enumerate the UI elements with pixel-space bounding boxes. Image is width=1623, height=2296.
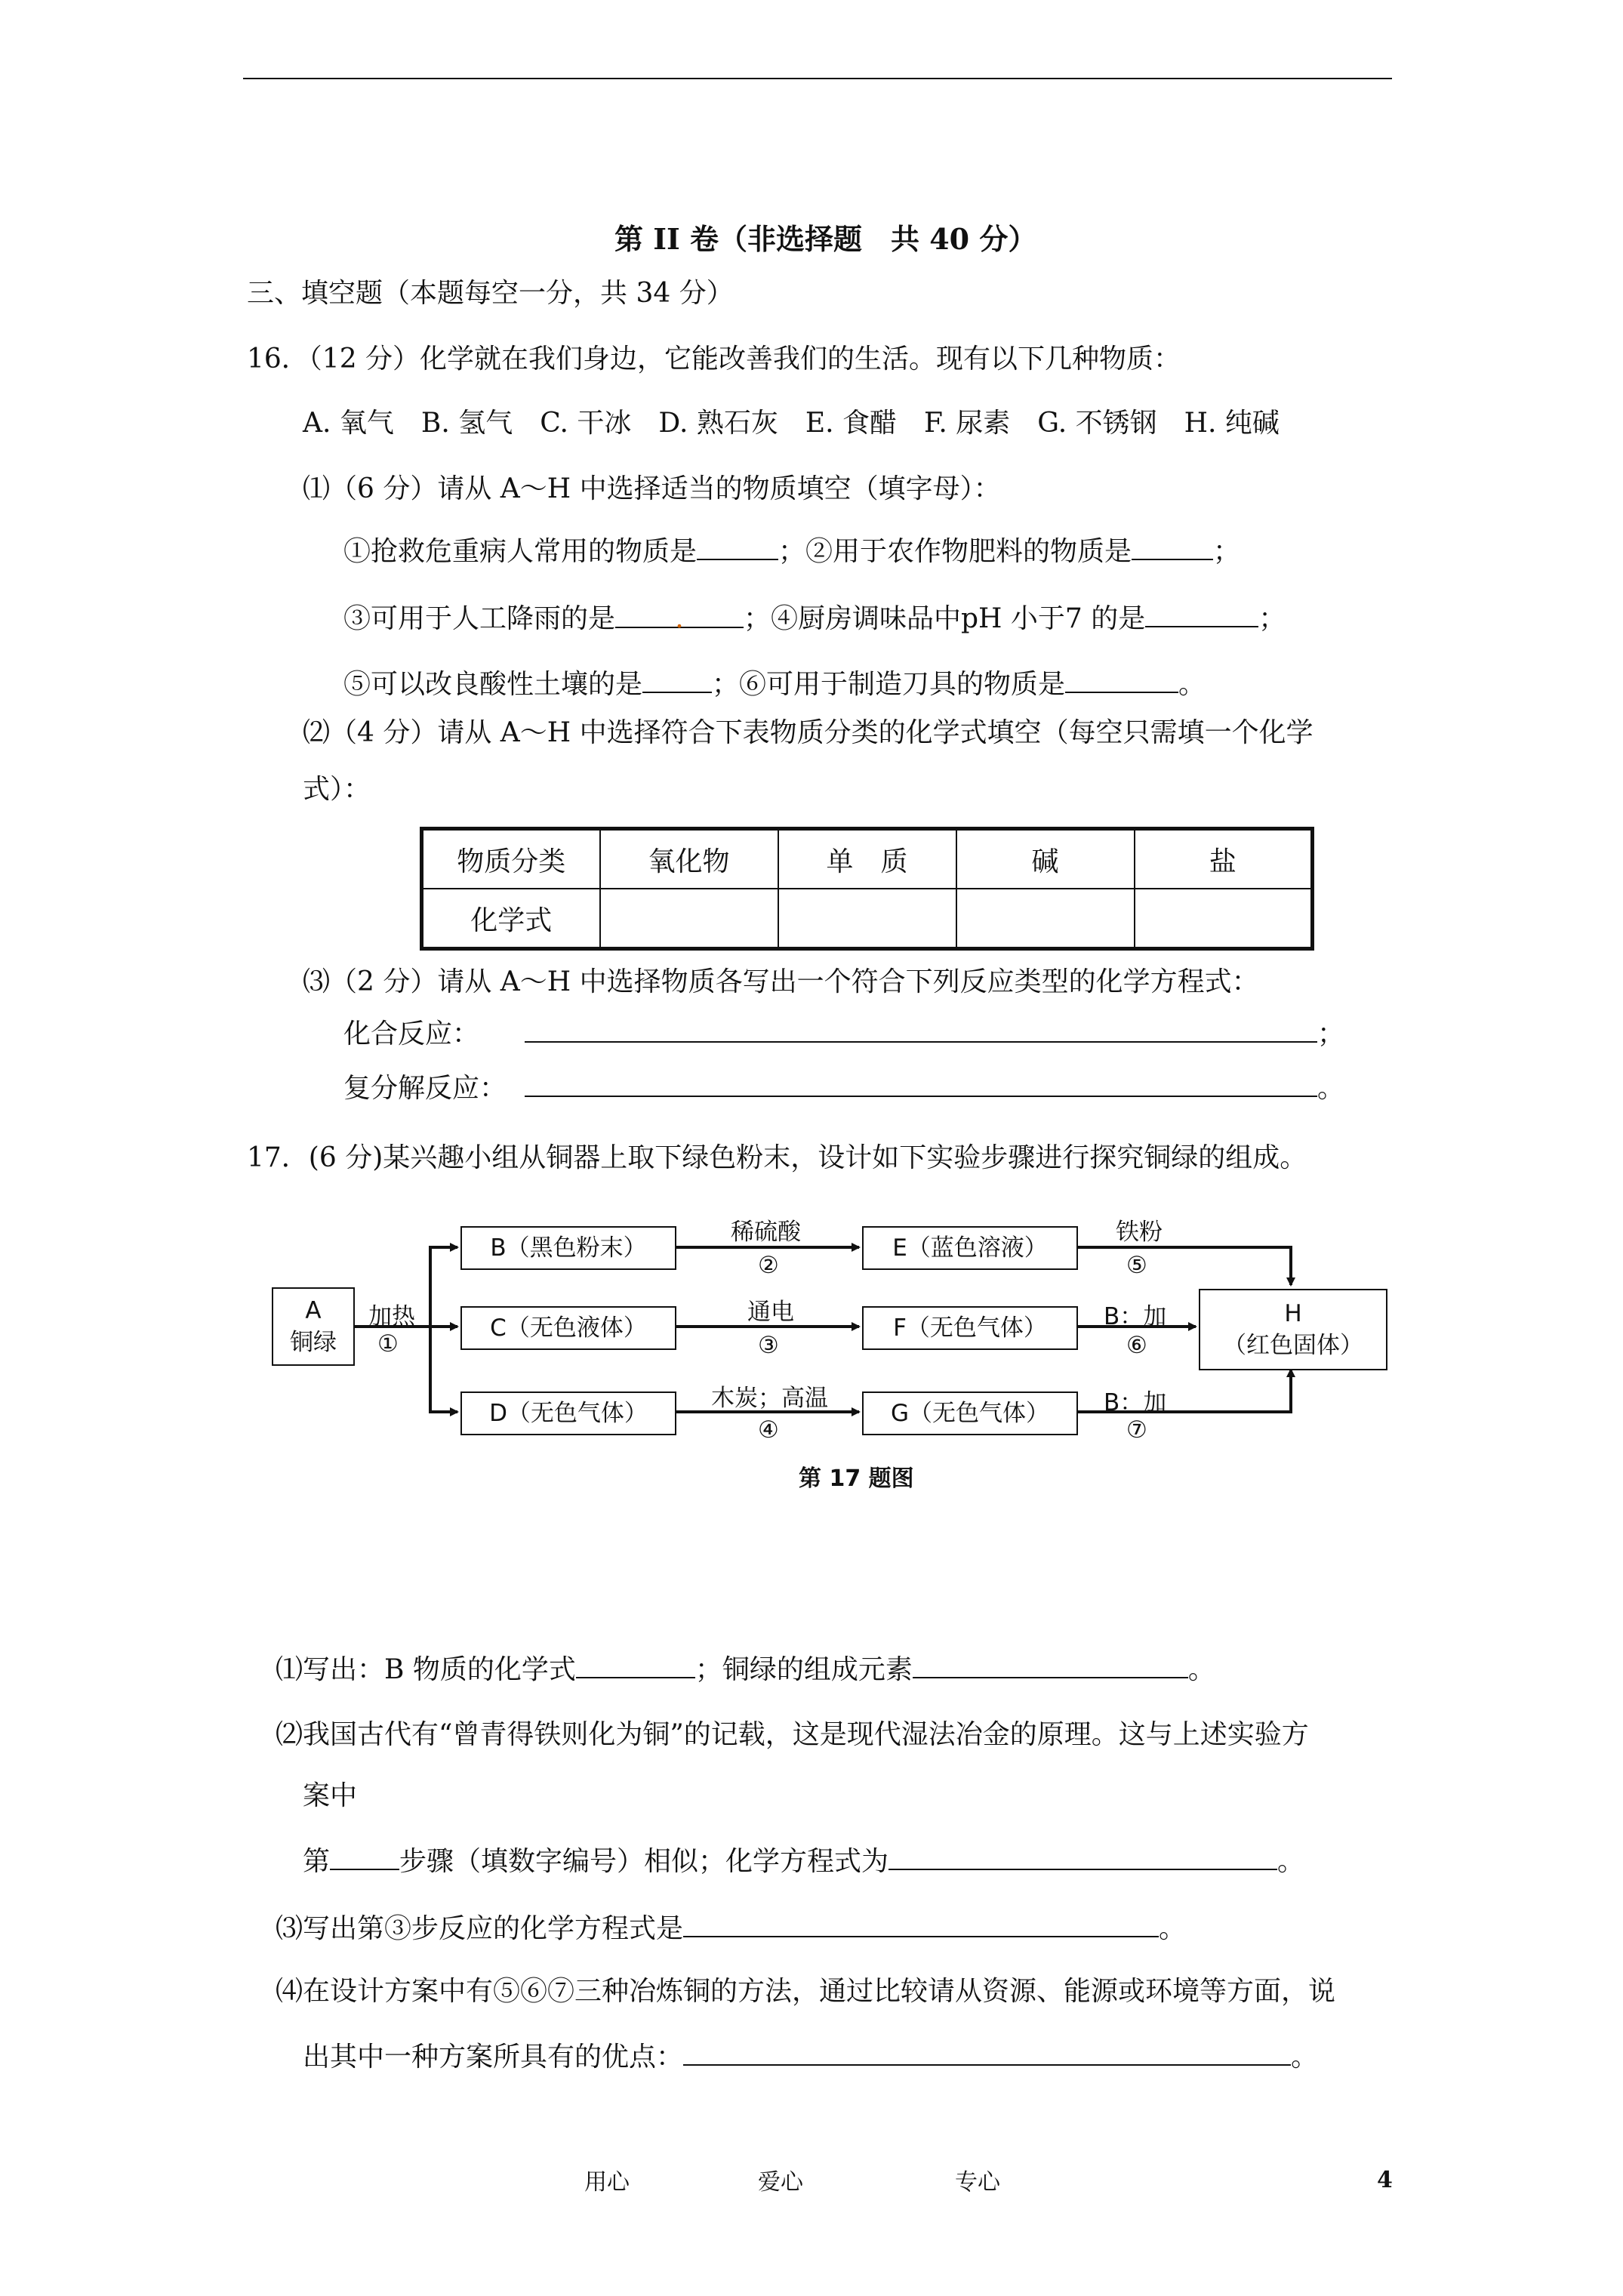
punctuation: 。 <box>1277 1846 1305 1877</box>
step-number: ② <box>758 1252 779 1279</box>
q16-part1-line-a <box>343 533 1240 570</box>
answer-blank[interactable] <box>615 601 744 634</box>
q17-part4-line2 <box>303 2039 1318 2076</box>
table-header-cell: 盐 <box>1135 829 1313 889</box>
question-text: ；④厨房调味品中pH 小于7 的是 <box>744 603 1146 634</box>
question-text: ；铜绿的组成元素 <box>694 1654 913 1685</box>
edge-e-h <box>1078 1247 1291 1285</box>
footer-right: 专心 <box>955 2169 1000 2196</box>
q16-part3-line-a <box>343 1015 1344 1052</box>
answer-blank[interactable] <box>1065 666 1178 693</box>
q16-stem: 16．（12 分）化学就在我们身边，它能改善我们的生活。现有以下几种物质： <box>247 344 1181 374</box>
answer-blank[interactable] <box>913 1651 1188 1678</box>
edge-label: B：加 <box>1104 1303 1167 1330</box>
answer-blank[interactable] <box>330 1843 399 1870</box>
page-number: 4 <box>1377 2167 1393 2193</box>
question-text: 出其中一种方案所具有的优点： <box>303 2042 684 2073</box>
node-g <box>862 1391 1078 1435</box>
punctuation: 。 <box>1159 1913 1187 1944</box>
header-rule <box>243 78 1392 79</box>
answer-cell[interactable] <box>778 889 956 949</box>
answer-blank[interactable] <box>525 1015 1317 1043</box>
step-number: ⑤ <box>1126 1252 1147 1279</box>
edge-label: 稀硫酸 <box>731 1219 801 1246</box>
q17-part2-line3 <box>303 1843 1304 1880</box>
node-label: A <box>305 1297 322 1324</box>
table-row <box>422 829 1313 889</box>
question-text: ⑤可以改良酸性土壤的是 <box>343 669 643 700</box>
table-header-cell: 单 质 <box>778 829 956 889</box>
answer-blank[interactable] <box>525 1070 1317 1097</box>
edge-g-h <box>1078 1370 1291 1412</box>
node-a <box>272 1287 355 1366</box>
node-label: （红色固体） <box>1223 1332 1363 1359</box>
punctuation: ； <box>1317 1019 1345 1049</box>
node-d <box>460 1391 676 1435</box>
punctuation: ； <box>1258 603 1286 634</box>
node-label: G（无色气体） <box>890 1400 1050 1427</box>
edge-label: 通电 <box>747 1299 794 1326</box>
edge-label: 加热 <box>368 1303 415 1330</box>
table-row <box>422 889 1313 949</box>
node-label: H <box>1284 1300 1302 1327</box>
question-text: ；②用于农作物肥料的物质是 <box>778 536 1132 567</box>
node-label: D（无色气体） <box>489 1400 648 1427</box>
classification-table <box>420 827 1314 951</box>
table-header-cell: 氧化物 <box>600 829 778 889</box>
answer-blank[interactable] <box>683 2039 1291 2066</box>
punctuation: 。 <box>1291 2042 1319 2073</box>
q16-part3-intro: ⑶（2 分）请从 A～H 中选择物质各写出一个符合下列反应类型的化学方程式： <box>303 966 1259 997</box>
punctuation: 。 <box>1178 669 1206 700</box>
node-label: 铜绿 <box>290 1329 337 1356</box>
edge-label: B：加 <box>1104 1389 1167 1416</box>
step-number: ① <box>377 1330 399 1358</box>
table-row-label: 化学式 <box>422 889 600 949</box>
node-f <box>862 1306 1078 1350</box>
question-text: 化合反应： <box>343 1019 480 1049</box>
q16-part1-line-b <box>343 600 1286 637</box>
node-label: F（无色气体） <box>893 1314 1047 1342</box>
question-text: 复分解反应： <box>343 1073 507 1104</box>
q17-part2-line1: ⑵我国古代有“曾青得铁则化为铜”的记载，这是现代湿法冶金的原理。这与上述实验方 <box>276 1719 1309 1750</box>
q17-part2-line2: 案中 <box>303 1780 358 1811</box>
node-label: B（黑色粉末） <box>490 1234 647 1262</box>
edge-label: 铁粉 <box>1116 1219 1163 1246</box>
q16-part1-line-c <box>343 666 1206 703</box>
question-text: ①抢救危重病人常用的物质是 <box>343 536 698 567</box>
node-e <box>862 1226 1078 1270</box>
q16-part3-line-b <box>343 1070 1344 1107</box>
node-label: E（蓝色溶液） <box>892 1234 1048 1262</box>
answer-cell[interactable] <box>600 889 778 949</box>
answer-blank[interactable] <box>697 533 778 560</box>
step-number: ④ <box>758 1416 779 1444</box>
punctuation: ； <box>1213 536 1241 567</box>
q17-part1 <box>276 1651 1215 1688</box>
node-label: C（无色液体） <box>490 1314 647 1342</box>
punctuation: 。 <box>1187 1654 1215 1685</box>
q16-part1-intro: ⑴（6 分）请从 A～H 中选择适当的物质填空（填字母）： <box>303 473 1001 504</box>
table-header-cell: 碱 <box>956 829 1135 889</box>
answer-blank[interactable] <box>1132 533 1213 560</box>
answer-blank[interactable] <box>683 1910 1159 1937</box>
q17-part4-line1: ⑷在设计方案中有⑤⑥⑦三种冶炼铜的方法，通过比较请从资源、能源或环境等方面，说 <box>276 1976 1336 2007</box>
footer-mid: 爱心 <box>758 2169 803 2196</box>
answer-cell[interactable] <box>956 889 1135 949</box>
diagram-caption: 第 17 题图 <box>799 1465 914 1492</box>
part-heading: 三、填空题（本题每空一分，共 34 分） <box>247 278 734 309</box>
edge-label: 木炭；高温 <box>711 1385 828 1412</box>
section-title: 第 II 卷（非选择题 共 40 分） <box>614 222 1037 256</box>
question-text: ⑶写出第③步反应的化学方程式是 <box>276 1913 684 1944</box>
step-number: ③ <box>758 1332 779 1359</box>
answer-blank[interactable] <box>576 1651 695 1678</box>
question-text: ③可用于人工降雨的是 <box>343 603 616 634</box>
node-c <box>460 1306 676 1350</box>
q16-part2-line1: ⑵（4 分）请从 A～H 中选择符合下表物质分类的化学式填空（每空只需填一个化学 <box>303 717 1313 748</box>
stray-mark: . <box>675 603 684 634</box>
node-b <box>460 1226 676 1270</box>
q16-substances: A. 氧气 B. 氢气 C. 干冰 D. 熟石灰 E. 食醋 F. 尿素 G. 不锈钢 H. 纯碱 <box>303 408 1280 439</box>
answer-blank[interactable] <box>1145 600 1258 627</box>
answer-cell[interactable] <box>1135 889 1313 949</box>
table-header-cell: 物质分类 <box>422 829 600 889</box>
step-number: ⑦ <box>1126 1416 1147 1444</box>
question-text: ⑴写出：B 物质的化学式 <box>276 1654 576 1685</box>
question-text: ；⑥可用于制造刀具的物质是 <box>712 669 1066 700</box>
answer-blank[interactable] <box>642 666 712 693</box>
punctuation: 。 <box>1317 1073 1345 1104</box>
step-number: ⑥ <box>1126 1332 1147 1359</box>
question-text: 第 <box>303 1846 331 1877</box>
q17-part3 <box>276 1910 1186 1947</box>
node-h <box>1199 1289 1387 1370</box>
q17-stem: 17．(6 分)某兴趣小组从铜器上取下绿色粉末，设计如下实验步骤进行探究铜绿的组成。 <box>247 1142 1307 1173</box>
question-text: 步骤（填数字编号）相似；化学方程式为 <box>399 1846 889 1877</box>
q16-part2-line2: 式）： <box>303 774 371 805</box>
footer-left: 用心 <box>584 2169 630 2196</box>
answer-blank[interactable] <box>888 1843 1277 1870</box>
